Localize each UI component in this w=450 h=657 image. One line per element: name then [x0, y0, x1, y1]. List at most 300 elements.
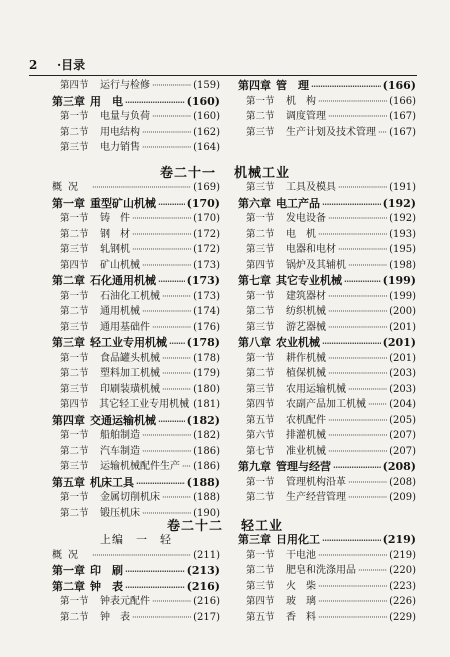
entry-page: (209)	[389, 492, 416, 503]
entry-label: 第五章	[52, 475, 85, 489]
volume-21-title: 机械工业	[234, 166, 291, 181]
leader-dots	[368, 397, 387, 413]
toc-section-entry	[238, 382, 416, 398]
entry-title: 船舶制造	[100, 430, 140, 441]
entry-page: (219)	[382, 533, 416, 546]
entry-page: (203)	[389, 383, 416, 395]
entry-label: 第二节	[60, 228, 89, 240]
entry-label: 第一节	[60, 352, 89, 364]
leader-dots	[136, 476, 185, 492]
entry-label: 第四节	[246, 596, 275, 607]
toc-section-entry	[52, 258, 220, 274]
entry-title: 汽车制造	[100, 445, 140, 457]
leader-dots	[318, 94, 387, 110]
entry-label: 第三节	[60, 142, 89, 153]
entry-page: (201)	[389, 321, 416, 333]
entry-page: (172)	[193, 244, 220, 255]
entry-page: (216)	[186, 579, 220, 593]
entry-label: 第四节	[60, 80, 89, 91]
entry-label: 第二节	[246, 565, 275, 576]
entry-page: (166)	[389, 95, 416, 107]
entry-title: 排灌机械	[286, 430, 326, 441]
entry-title: 矿山机械	[100, 259, 140, 271]
entry-label: 第一节	[60, 430, 89, 441]
toc-chapter-entry	[238, 459, 416, 475]
entry-page: (229)	[389, 611, 416, 623]
entry-title: 工具及模具	[286, 182, 336, 193]
entry-page: (201)	[389, 352, 416, 364]
entry-label: 第二节	[246, 368, 275, 379]
leader-dots	[142, 304, 191, 320]
toc-section-entry	[52, 109, 220, 125]
leader-dots	[322, 533, 381, 549]
entry-label: 第四节	[60, 259, 89, 271]
toc-section-entry	[238, 413, 416, 429]
entry-page: (159)	[193, 80, 220, 91]
leader-dots	[358, 563, 387, 579]
leader-dots	[328, 304, 387, 320]
toc-top-right	[238, 78, 416, 140]
entry-label: 第三章	[52, 336, 85, 349]
entry-page: (178)	[186, 336, 220, 349]
entry-label: 第二节	[246, 111, 275, 122]
entry-label: 第五节	[246, 414, 275, 426]
toc-section-entry	[52, 459, 220, 475]
entry-title: 钟 表	[90, 579, 123, 593]
entry-page: (199)	[389, 290, 416, 302]
toc-section-entry	[52, 304, 220, 320]
leader-dots	[322, 336, 381, 352]
entry-title: 塑料加工机械	[100, 368, 160, 379]
toc-chapter-entry	[52, 579, 220, 595]
entry-label: 第一章	[52, 196, 85, 210]
entry-title: 其它专业机械	[276, 274, 342, 287]
toc-chapter-entry	[238, 335, 416, 351]
toc-section-entry	[52, 610, 220, 626]
leader-dots	[132, 242, 191, 258]
entry-title: 石化通用机械	[90, 274, 156, 287]
leader-dots	[348, 382, 387, 398]
toc-vol21-right	[238, 180, 416, 506]
entry-title: 农用运输机械	[286, 383, 346, 395]
entry-label: 第六章	[238, 196, 271, 210]
toc-section-entry	[238, 397, 416, 413]
leader-dots	[344, 274, 381, 290]
entry-page: (192)	[382, 196, 416, 210]
entry-label: 第三节	[60, 321, 89, 333]
leader-dots	[182, 459, 191, 475]
entry-label: 第三章	[238, 533, 271, 546]
entry-title: 游艺器械	[286, 321, 326, 333]
entry-title: 锻压机床	[100, 507, 140, 519]
leader-dots	[328, 211, 387, 227]
entry-page: (162)	[193, 126, 220, 138]
entry-label: 第四节	[60, 399, 89, 410]
toc-section-entry	[238, 94, 416, 110]
leader-dots	[338, 180, 387, 196]
entry-title: 干电池	[286, 549, 316, 561]
entry-title: 准业机械	[286, 445, 326, 457]
entry-page: (166)	[382, 79, 416, 92]
entry-label: 第一章	[52, 564, 85, 577]
entry-page: (170)	[193, 213, 220, 224]
toc-section-entry	[238, 444, 416, 460]
entry-page: (195)	[389, 244, 416, 255]
entry-title: 管 理	[276, 79, 309, 92]
toc-subheading	[52, 532, 220, 548]
entry-page: (199)	[382, 274, 416, 287]
entry-title: 其它轻工业专用机械	[99, 399, 190, 410]
entry-page: (192)	[389, 213, 416, 224]
entry-label: 第二节	[246, 306, 275, 317]
entry-label: 第二节	[60, 368, 89, 379]
leader-dots	[152, 109, 191, 125]
leader-dots	[322, 197, 381, 213]
entry-page: (167)	[389, 111, 416, 122]
entry-label: 第一节	[60, 596, 89, 607]
entry-page: (170)	[186, 196, 220, 210]
entry-page: (176)	[193, 321, 220, 333]
leader-dots	[162, 289, 191, 305]
entry-label: 第一节	[246, 213, 275, 224]
toc-section-entry	[238, 289, 416, 305]
entry-label: 第二章	[52, 579, 85, 593]
leader-dots	[333, 460, 381, 476]
entry-label: 上编 一 轻	[100, 533, 172, 546]
entry-title: 发电设备	[286, 213, 326, 224]
entry-page: (203)	[389, 368, 416, 379]
entry-label: 第七节	[246, 445, 275, 457]
entry-label: 第三节	[60, 461, 89, 472]
entry-label: 第二章	[52, 274, 85, 287]
entry-label: 概况	[52, 549, 84, 561]
volume-21-heading	[0, 162, 450, 181]
toc-section-entry	[52, 289, 220, 305]
entry-page: (173)	[193, 259, 220, 271]
entry-label: 第四节	[246, 259, 275, 271]
entry-label: 第三章	[52, 94, 85, 108]
entry-page: (181)	[193, 399, 220, 410]
leader-dots	[132, 227, 191, 243]
leader-dots	[328, 366, 387, 382]
entry-page: (178)	[193, 352, 220, 364]
entry-page: (223)	[389, 580, 416, 592]
entry-title: 用 电	[90, 94, 123, 108]
entry-page: (207)	[389, 445, 416, 457]
toc-section-entry	[52, 242, 220, 258]
entry-label: 第二节	[60, 126, 89, 138]
entry-label: 第一节	[246, 476, 275, 488]
leader-dots	[92, 548, 191, 564]
toc-vol22-left	[52, 532, 220, 625]
entry-label: 第一节	[246, 549, 275, 561]
toc-section-entry	[52, 125, 220, 141]
entry-page: (173)	[186, 274, 220, 287]
toc-top-left	[52, 78, 220, 156]
entry-label: 第一节	[60, 492, 89, 503]
entry-label: 第五节	[246, 611, 275, 623]
toc-vol21-left	[52, 180, 220, 521]
entry-title: 建筑器材	[286, 290, 326, 302]
entry-title: 电 机	[286, 228, 316, 240]
entry-label: 第三节	[60, 383, 89, 395]
entry-label: 第二节	[60, 507, 89, 519]
leader-dots	[311, 79, 381, 95]
leader-dots	[132, 610, 191, 626]
entry-title: 运输机械配件生产	[100, 461, 180, 472]
leader-dots	[162, 490, 191, 506]
leader-dots	[142, 125, 191, 141]
entry-label: 第三节	[246, 383, 275, 395]
entry-label: 第一节	[246, 352, 275, 364]
entry-title: 铸 件	[100, 213, 130, 224]
toc-section-entry	[52, 320, 220, 336]
entry-label: 第二节	[246, 492, 275, 503]
entry-title: 农机配件	[286, 414, 326, 426]
toc-chapter-entry	[52, 196, 220, 212]
leader-dots	[318, 579, 387, 595]
entry-title: 机 构	[286, 95, 316, 107]
leader-dots	[125, 580, 185, 596]
entry-title: 钢 材	[100, 228, 130, 240]
entry-page: (167)	[389, 126, 416, 138]
toc-section-entry	[238, 610, 416, 626]
entry-label: 第三节	[246, 321, 275, 333]
toc-section-entry	[238, 366, 416, 382]
entry-label: 第四节	[246, 399, 275, 410]
entry-label: 第六节	[246, 430, 275, 441]
entry-label: 第三节	[246, 244, 275, 255]
toc-section-entry	[238, 351, 416, 367]
toc-chapter-entry	[52, 475, 220, 491]
entry-label: 第一节	[246, 95, 275, 107]
entry-title: 玻 璃	[286, 596, 316, 607]
toc-section-entry	[52, 351, 220, 367]
toc-section-entry	[52, 594, 220, 610]
entry-page: (207)	[389, 430, 416, 441]
entry-title: 日用化工	[276, 533, 320, 546]
entry-label: 第一节	[246, 290, 275, 302]
toc-section-entry	[52, 211, 220, 227]
running-title: ·目录	[57, 58, 86, 72]
toc-section-entry	[238, 594, 416, 610]
leader-dots	[328, 320, 387, 336]
entry-title: 生产计划及技术管理	[286, 126, 376, 138]
entry-label: 第三节	[246, 126, 275, 138]
entry-title: 轧钢机	[100, 244, 130, 255]
entry-label: 第三节	[246, 580, 275, 592]
entry-page: (186)	[193, 445, 220, 457]
leader-dots	[158, 414, 185, 430]
toc-chapter-entry	[238, 78, 416, 94]
entry-title: 耕作机械	[286, 352, 326, 364]
toc-chapter-entry	[52, 335, 220, 351]
entry-title: 管理与经营	[276, 460, 331, 473]
entry-page: (198)	[389, 259, 416, 271]
entry-label: 第四章	[238, 79, 271, 92]
toc-chapter-entry	[52, 413, 220, 429]
entry-page: (160)	[186, 94, 220, 108]
entry-title: 火 柴	[286, 580, 316, 592]
toc-section-entry	[52, 366, 220, 382]
entry-page: (182)	[186, 413, 220, 427]
entry-page: (193)	[389, 228, 416, 240]
toc-section-entry	[238, 563, 416, 579]
toc-vol22-right	[238, 532, 416, 625]
toc-section-entry	[238, 125, 416, 141]
toc-section-entry	[238, 428, 416, 444]
entry-title: 肥皂和洗涤用品	[286, 565, 356, 576]
entry-title: 钟表元配件	[100, 596, 150, 607]
entry-title: 电器和电材	[286, 244, 336, 255]
entry-title: 香 料	[286, 611, 316, 623]
entry-title: 重型矿山机械	[90, 196, 156, 210]
toc-section-entry	[52, 428, 220, 444]
entry-page: (173)	[193, 290, 220, 302]
toc-section-entry	[52, 382, 220, 398]
entry-page: (216)	[193, 596, 220, 607]
entry-page: (204)	[389, 399, 416, 410]
entry-label: 第三节	[60, 244, 89, 255]
leader-dots	[378, 125, 387, 141]
entry-label: 第二节	[60, 611, 89, 623]
volume-22-label: 卷二十二	[166, 519, 223, 534]
entry-page: (213)	[186, 564, 220, 577]
entry-page: (226)	[389, 596, 416, 607]
toc-section-entry	[238, 211, 416, 227]
leader-dots	[328, 289, 387, 305]
entry-title: 印 刷	[90, 564, 123, 577]
toc-chapter-entry	[238, 273, 416, 289]
entry-label: 第九章	[238, 460, 271, 473]
leader-dots	[142, 444, 191, 460]
entry-label: 概况	[52, 182, 84, 193]
toc-section-entry	[238, 490, 416, 506]
entry-title: 电量与负荷	[100, 111, 150, 122]
toc-chapter-entry	[52, 273, 220, 289]
leader-dots	[125, 95, 185, 111]
entry-title: 运行与检修	[100, 80, 150, 91]
entry-title: 管理机构沿革	[286, 476, 346, 488]
entry-page: (174)	[193, 306, 220, 317]
entry-title: 交通运输机械	[90, 413, 156, 427]
leader-dots	[318, 594, 387, 610]
entry-title: 电工产品	[276, 196, 320, 210]
leader-dots	[348, 490, 387, 506]
toc-section-entry	[238, 548, 416, 564]
entry-title: 锅炉及其辅机	[286, 259, 346, 271]
entry-page: (200)	[389, 306, 416, 317]
entry-title: 农业机械	[276, 336, 320, 349]
toc-section-entry	[52, 78, 220, 94]
entry-title: 通用基础件	[100, 321, 150, 333]
leader-dots	[328, 109, 387, 125]
toc-section-entry	[238, 579, 416, 595]
entry-label: 第七章	[238, 274, 271, 287]
entry-page: (208)	[389, 476, 416, 488]
toc-chapter-entry	[52, 563, 220, 579]
entry-page: (219)	[389, 549, 416, 561]
entry-label: 第二节	[60, 306, 89, 317]
entry-label: 第三节	[246, 182, 275, 193]
leader-dots	[158, 197, 185, 213]
toc-chapter-entry	[52, 548, 220, 564]
entry-title: 植保机械	[286, 368, 326, 379]
entry-page: (188)	[186, 475, 220, 489]
entry-title: 轻工业专用机械	[90, 336, 167, 349]
leader-dots	[318, 548, 387, 564]
entry-title: 石油化工机械	[100, 290, 160, 302]
toc-section-entry	[52, 397, 220, 413]
toc-chapter-entry	[52, 94, 220, 110]
entry-title: 电力销售	[100, 142, 140, 153]
entry-label: 第一节	[60, 213, 89, 224]
entry-page: (182)	[193, 430, 220, 441]
toc-section-entry	[238, 242, 416, 258]
leader-dots	[158, 274, 185, 290]
toc-chapter-entry	[52, 180, 220, 196]
entry-page: (164)	[193, 142, 220, 153]
entry-label: 第四章	[52, 413, 85, 427]
entry-page: (188)	[193, 492, 220, 503]
leader-dots	[162, 366, 191, 382]
toc-chapter-entry	[238, 196, 416, 212]
toc-section-entry	[52, 444, 220, 460]
entry-title: 金属切削机床	[100, 492, 160, 503]
leader-dots	[169, 336, 185, 352]
leader-dots	[142, 140, 191, 156]
entry-page: (208)	[382, 460, 416, 473]
toc-section-entry	[238, 109, 416, 125]
leader-dots	[328, 444, 387, 460]
page-number: 2	[29, 58, 38, 72]
leader-dots	[132, 211, 191, 227]
entry-page: (190)	[193, 507, 220, 519]
toc-section-entry	[238, 180, 416, 196]
leader-dots	[152, 78, 191, 94]
entry-label: 第一节	[60, 111, 89, 122]
toc-chapter-entry	[238, 532, 416, 548]
leader-dots	[318, 610, 387, 626]
toc-section-entry	[52, 140, 220, 156]
entry-page: (211)	[193, 549, 220, 561]
entry-title: 印刷装璜机械	[100, 383, 160, 395]
leader-dots	[348, 258, 387, 274]
entry-title: 农副产品加工机械	[286, 399, 366, 410]
leader-dots	[348, 475, 387, 491]
entry-label: 第二节	[60, 445, 89, 457]
leader-dots	[162, 351, 191, 367]
leader-dots	[125, 564, 185, 580]
header-rule	[29, 75, 417, 76]
entry-page: (220)	[389, 565, 416, 576]
toc-section-entry	[52, 490, 220, 506]
entry-title: 钟 表	[100, 611, 130, 623]
toc-section-entry	[238, 227, 416, 243]
leader-dots	[142, 258, 191, 274]
entry-title: 食品罐头机械	[100, 352, 160, 364]
entry-page: (160)	[193, 111, 220, 122]
page-header	[29, 56, 85, 73]
entry-page: (172)	[193, 228, 220, 240]
entry-label: 第一节	[60, 290, 89, 302]
entry-title: 用电结构	[100, 126, 140, 138]
leader-dots	[338, 242, 387, 258]
entry-page: (217)	[193, 611, 220, 623]
toc-section-entry	[238, 475, 416, 491]
leader-dots	[328, 351, 387, 367]
entry-page: (169)	[193, 182, 220, 193]
